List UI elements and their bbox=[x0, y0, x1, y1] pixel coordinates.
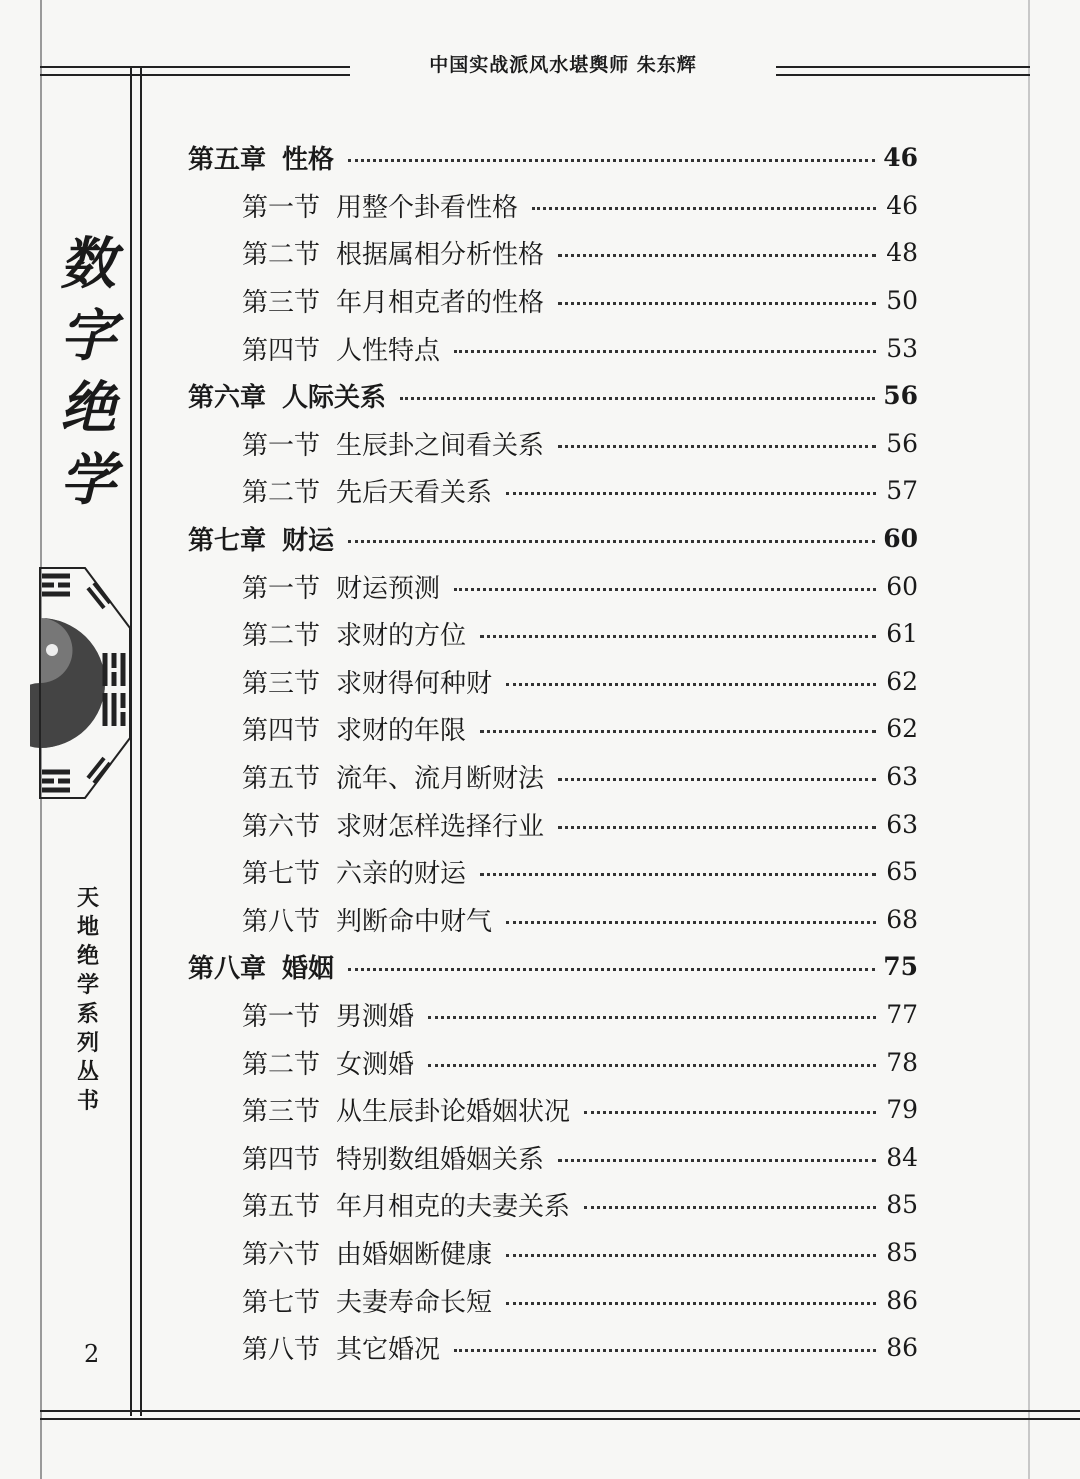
toc-entry-title: 人际关系 bbox=[282, 383, 387, 414]
toc-section-entry[interactable] bbox=[188, 658, 918, 706]
toc-entry-label bbox=[242, 425, 544, 462]
toc-section-entry[interactable] bbox=[188, 800, 918, 848]
toc-page-number: 53 bbox=[886, 333, 918, 363]
series-char: 学 bbox=[76, 973, 99, 998]
toc-dot-leader bbox=[428, 1062, 876, 1067]
toc-entry-title: 判断命中财气 bbox=[336, 906, 493, 937]
toc-entry-number: 第五节 bbox=[242, 1192, 321, 1223]
toc-entry-label bbox=[242, 1139, 544, 1176]
toc-dot-leader bbox=[584, 1109, 876, 1114]
toc-entry-title: 生辰卦之间看关系 bbox=[336, 430, 545, 461]
toc-entry-label bbox=[242, 710, 466, 747]
toc-entry-label bbox=[242, 806, 544, 843]
toc-entry-title: 由婚姻断健康 bbox=[336, 1239, 493, 1270]
series-char: 系 bbox=[76, 1002, 99, 1027]
toc-page-number: 48 bbox=[886, 238, 918, 268]
toc-entry-title: 求财得何种财 bbox=[336, 668, 493, 699]
toc-page-number: 46 bbox=[886, 190, 918, 220]
toc-entry-number: 第三节 bbox=[242, 1097, 321, 1128]
toc-dot-leader bbox=[454, 348, 876, 353]
toc-entry-title: 求财的方位 bbox=[336, 621, 467, 652]
toc-dot-leader bbox=[558, 776, 876, 781]
toc-entry-title: 性格 bbox=[282, 145, 335, 176]
toc-entry-number: 第八章 bbox=[188, 954, 267, 985]
toc-section-entry[interactable] bbox=[188, 1086, 918, 1134]
toc-dot-leader bbox=[506, 1300, 876, 1305]
toc-entry-title: 用整个卦看性格 bbox=[336, 192, 519, 223]
toc-entry-label bbox=[188, 377, 386, 414]
toc-entry-number: 第八节 bbox=[242, 906, 321, 937]
toc-entry-label bbox=[242, 901, 492, 938]
toc-page-number: 61 bbox=[886, 619, 918, 649]
toc-dot-leader bbox=[506, 681, 876, 686]
toc-entry-number: 第六节 bbox=[242, 1239, 321, 1270]
toc-entry-number: 第七节 bbox=[242, 1287, 321, 1318]
toc-dot-leader bbox=[506, 919, 876, 924]
toc-page-number: 85 bbox=[886, 1237, 918, 1267]
toc-entry-number: 第二节 bbox=[242, 478, 321, 509]
toc-page-number: 65 bbox=[886, 857, 918, 887]
toc-entry-number: 第五章 bbox=[188, 145, 267, 176]
toc-section-entry[interactable] bbox=[188, 753, 918, 801]
toc-page-number: 77 bbox=[886, 999, 918, 1029]
toc-chapter-entry[interactable] bbox=[188, 134, 918, 182]
toc-section-entry[interactable] bbox=[188, 182, 918, 230]
toc-section-entry[interactable] bbox=[188, 1276, 918, 1324]
toc-entry-number: 第二节 bbox=[242, 621, 321, 652]
series-char: 列 bbox=[76, 1031, 99, 1056]
toc-entry-number: 第二节 bbox=[242, 240, 321, 271]
toc-section-entry[interactable] bbox=[188, 1324, 918, 1372]
toc-dot-leader bbox=[480, 871, 876, 876]
toc-page-number: 78 bbox=[886, 1047, 918, 1077]
toc-entry-number: 第四节 bbox=[242, 716, 321, 747]
spine-title-char: 数 bbox=[60, 231, 116, 297]
toc-entry-number: 第一节 bbox=[242, 192, 321, 223]
toc-section-entry[interactable] bbox=[188, 991, 918, 1039]
toc-entry-label bbox=[242, 187, 518, 224]
spine-title-char: 绝 bbox=[60, 375, 116, 441]
toc-section-entry[interactable] bbox=[188, 1181, 918, 1229]
toc-entry-title: 先后天看关系 bbox=[336, 478, 493, 509]
toc-chapter-entry[interactable] bbox=[188, 515, 918, 563]
toc-section-entry[interactable] bbox=[188, 1133, 918, 1181]
toc-entry-title: 求财的年限 bbox=[336, 716, 467, 747]
toc-entry-label bbox=[188, 520, 334, 557]
toc-entry-number: 第八节 bbox=[242, 1335, 321, 1366]
toc-entry-title: 年月相克的夫妻关系 bbox=[336, 1192, 571, 1223]
toc-entry-label bbox=[242, 234, 544, 271]
series-char: 丛 bbox=[76, 1060, 99, 1085]
toc-entry-number: 第一节 bbox=[242, 1001, 321, 1032]
spine-title-char: 学 bbox=[60, 447, 116, 513]
toc-entry-label bbox=[188, 139, 334, 176]
toc-page-number: 75 bbox=[883, 952, 918, 982]
toc-entry-label bbox=[242, 330, 440, 367]
toc-page-number: 68 bbox=[886, 904, 918, 934]
toc-entry-title: 六亲的财运 bbox=[336, 859, 467, 890]
toc-entry-number: 第三节 bbox=[242, 668, 321, 699]
toc-entry-number: 第七节 bbox=[242, 859, 321, 890]
toc-page-number: 46 bbox=[883, 143, 918, 173]
toc-dot-leader bbox=[506, 1252, 876, 1257]
page-number: 2 bbox=[84, 1340, 100, 1368]
toc-entry-label bbox=[242, 282, 544, 319]
toc-dot-leader bbox=[532, 205, 876, 210]
toc-dot-leader bbox=[348, 157, 875, 162]
table-of-contents bbox=[188, 134, 918, 1371]
toc-entry-title: 婚姻 bbox=[282, 954, 335, 985]
toc-section-entry[interactable] bbox=[188, 467, 918, 515]
toc-page-number: 56 bbox=[883, 381, 918, 411]
toc-entry-number: 第七章 bbox=[188, 526, 267, 557]
toc-entry-label bbox=[242, 615, 466, 652]
running-header: 中国实战派风水堪舆师 朱东辉 bbox=[350, 50, 776, 77]
toc-dot-leader bbox=[348, 966, 875, 971]
toc-section-entry[interactable] bbox=[188, 848, 918, 896]
toc-entry-title: 特别数组婚姻关系 bbox=[336, 1144, 545, 1175]
series-char: 地 bbox=[76, 915, 99, 940]
toc-dot-leader bbox=[558, 1157, 876, 1162]
toc-section-entry[interactable] bbox=[188, 610, 918, 658]
toc-section-entry[interactable] bbox=[188, 277, 918, 325]
toc-page-number: 62 bbox=[886, 666, 918, 696]
toc-entry-title: 其它婚况 bbox=[336, 1335, 441, 1366]
toc-page-number: 79 bbox=[886, 1095, 918, 1125]
toc-entry-title: 根据属相分析性格 bbox=[336, 240, 545, 271]
toc-entry-title: 财运预测 bbox=[336, 573, 441, 604]
toc-section-entry[interactable] bbox=[188, 1229, 918, 1277]
toc-page-number: 86 bbox=[886, 1285, 918, 1315]
toc-page-number: 85 bbox=[886, 1190, 918, 1220]
frame-bottom-rule bbox=[40, 1410, 1080, 1420]
toc-entry-number: 第二节 bbox=[242, 1049, 321, 1080]
toc-entry-label bbox=[242, 1091, 570, 1128]
toc-page-number: 60 bbox=[886, 571, 918, 601]
toc-page-number: 62 bbox=[886, 714, 918, 744]
spine-book-title bbox=[48, 228, 128, 516]
toc-page-number: 57 bbox=[886, 476, 918, 506]
toc-page-number: 60 bbox=[883, 524, 918, 554]
toc-entry-label bbox=[242, 663, 492, 700]
toc-page-number: 50 bbox=[886, 286, 918, 316]
series-char: 绝 bbox=[76, 944, 99, 969]
toc-section-entry[interactable] bbox=[188, 705, 918, 753]
toc-dot-leader bbox=[558, 443, 876, 448]
toc-entry-title: 财运 bbox=[282, 526, 335, 557]
toc-dot-leader bbox=[348, 538, 875, 543]
toc-entry-number: 第四节 bbox=[242, 335, 321, 366]
toc-entry-label bbox=[188, 948, 334, 985]
toc-dot-leader bbox=[400, 395, 875, 400]
toc-entry-number: 第六章 bbox=[188, 383, 267, 414]
toc-page-number: 56 bbox=[886, 428, 918, 458]
toc-dot-leader bbox=[558, 300, 876, 305]
toc-entry-label bbox=[242, 1329, 440, 1366]
toc-entry-title: 男测婚 bbox=[336, 1001, 415, 1032]
toc-entry-title: 年月相克者的性格 bbox=[336, 288, 545, 319]
toc-entry-number: 第六节 bbox=[242, 811, 321, 842]
toc-entry-title: 求财怎样选择行业 bbox=[336, 811, 545, 842]
toc-entry-label bbox=[242, 568, 440, 605]
toc-page-number: 63 bbox=[886, 809, 918, 839]
toc-entry-title: 流年、流月断财法 bbox=[336, 764, 545, 795]
toc-entry-label bbox=[242, 996, 414, 1033]
toc-section-entry[interactable] bbox=[188, 896, 918, 944]
toc-entry-label bbox=[242, 472, 492, 509]
toc-dot-leader bbox=[558, 252, 876, 257]
toc-section-entry[interactable] bbox=[188, 562, 918, 610]
spine-title-char: 字 bbox=[60, 303, 116, 369]
toc-entry-number: 第五节 bbox=[242, 764, 321, 795]
toc-dot-leader bbox=[480, 728, 876, 733]
toc-section-entry[interactable] bbox=[188, 229, 918, 277]
toc-section-entry[interactable] bbox=[188, 1038, 918, 1086]
toc-entry-number: 第一节 bbox=[242, 430, 321, 461]
bagua-taiji-icon bbox=[30, 558, 140, 808]
toc-entry-number: 第四节 bbox=[242, 1144, 321, 1175]
spine-series-name bbox=[68, 884, 108, 1116]
toc-page-number: 86 bbox=[886, 1333, 918, 1363]
toc-entry-title: 夫妻寿命长短 bbox=[336, 1287, 493, 1318]
toc-entry-title: 人性特点 bbox=[336, 335, 441, 366]
toc-entry-label bbox=[242, 1282, 492, 1319]
toc-dot-leader bbox=[454, 586, 876, 591]
toc-chapter-entry[interactable] bbox=[188, 943, 918, 991]
toc-dot-leader bbox=[558, 824, 876, 829]
toc-dot-leader bbox=[480, 633, 876, 638]
toc-page-number: 84 bbox=[886, 1142, 918, 1172]
toc-entry-title: 女测婚 bbox=[336, 1049, 415, 1080]
toc-entry-number: 第一节 bbox=[242, 573, 321, 604]
series-char: 天 bbox=[76, 886, 99, 911]
toc-entry-number: 第三节 bbox=[242, 288, 321, 319]
toc-entry-label bbox=[242, 853, 466, 890]
toc-page-number: 63 bbox=[886, 762, 918, 792]
toc-entry-label bbox=[242, 1044, 414, 1081]
series-char: 书 bbox=[76, 1089, 99, 1114]
toc-chapter-entry[interactable] bbox=[188, 372, 918, 420]
toc-dot-leader bbox=[584, 1204, 876, 1209]
toc-entry-label bbox=[242, 758, 544, 795]
toc-section-entry[interactable] bbox=[188, 324, 918, 372]
toc-dot-leader bbox=[454, 1347, 876, 1352]
toc-entry-title: 从生辰卦论婚姻状况 bbox=[336, 1097, 571, 1128]
toc-dot-leader bbox=[506, 490, 876, 495]
frame-right-edge bbox=[1028, 0, 1030, 1479]
toc-entry-label bbox=[242, 1186, 570, 1223]
toc-section-entry[interactable] bbox=[188, 420, 918, 468]
toc-dot-leader bbox=[428, 1014, 876, 1019]
toc-entry-label bbox=[242, 1234, 492, 1271]
